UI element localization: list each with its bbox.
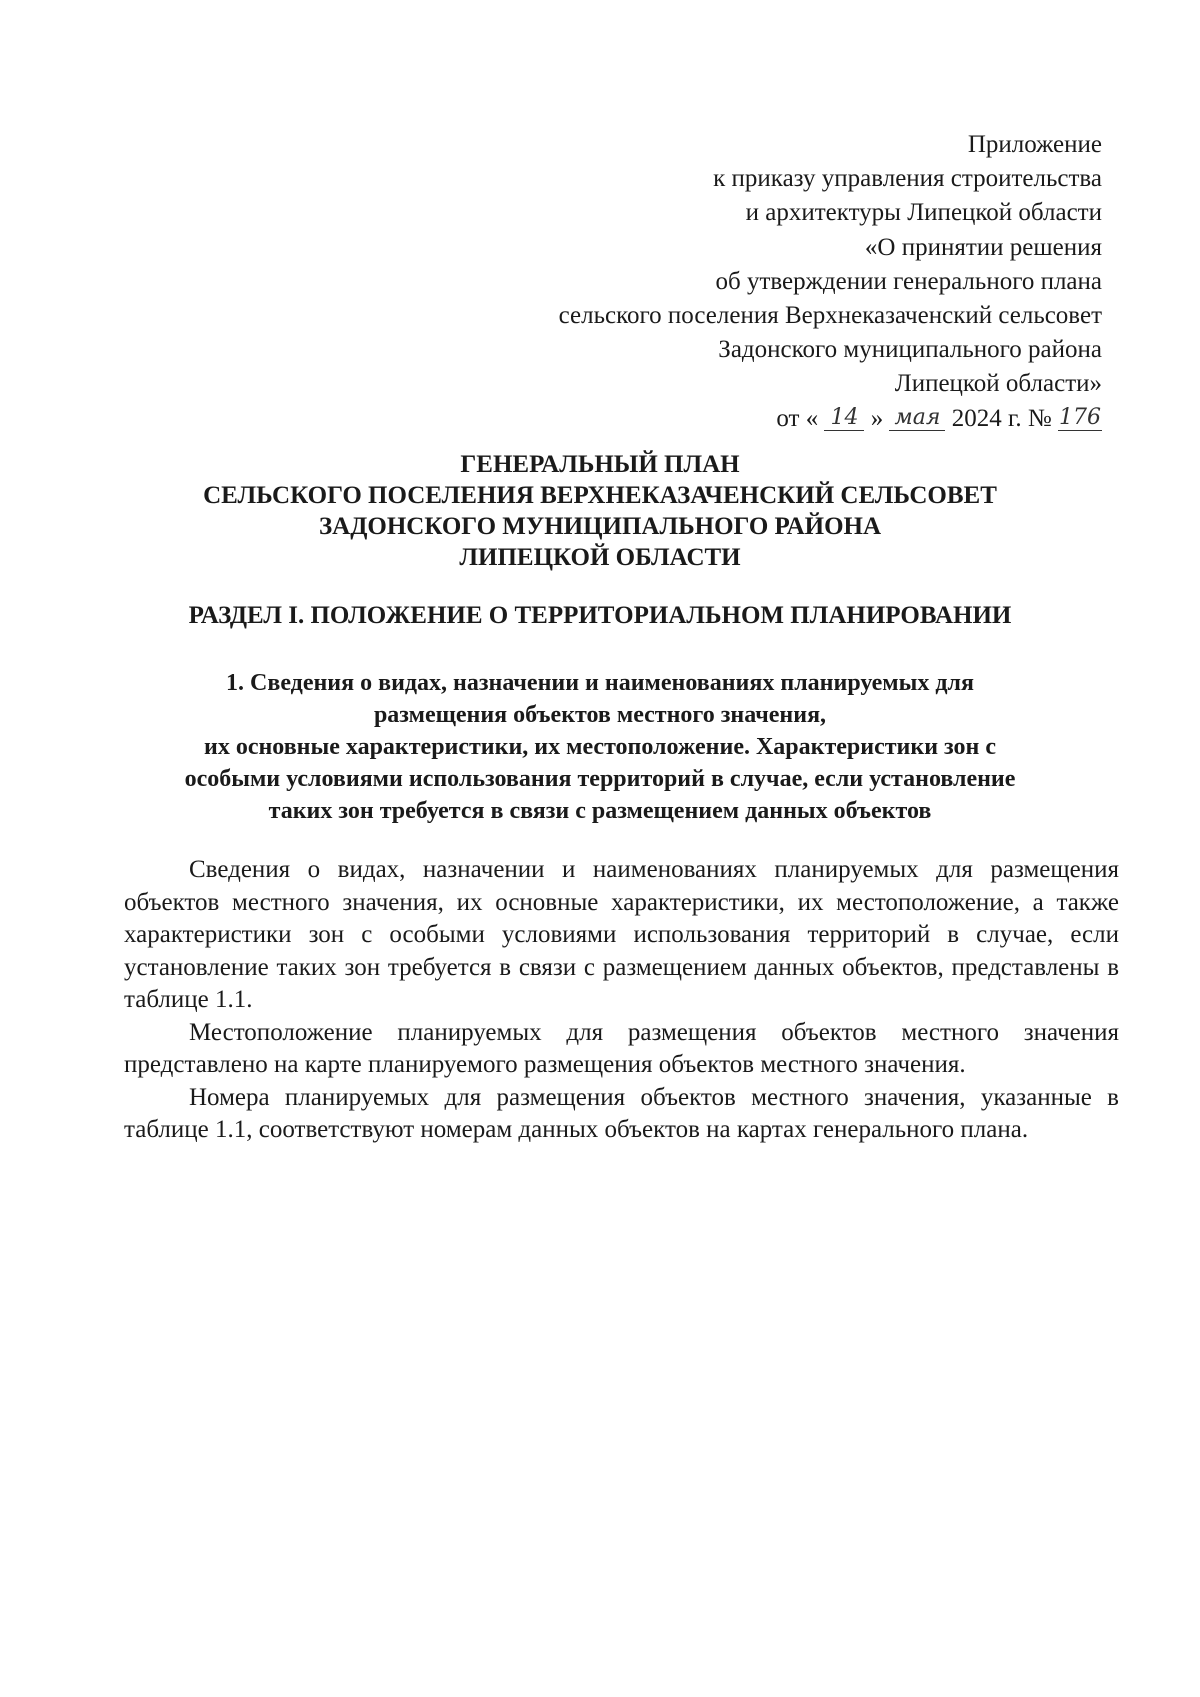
- date-prefix: от «: [776, 404, 819, 432]
- appendix-header: [382, 128, 1102, 436]
- title-line: ЛИПЕЦКОЙ ОБЛАСТИ: [459, 544, 741, 571]
- appendix-line: Липецкой области»: [894, 370, 1102, 398]
- subsection-line: особыми условиями использования территорий в случае, если установление: [184, 766, 1016, 792]
- date-mid: »: [870, 404, 884, 432]
- subsection-line: их основные характеристики, их местоположение. Характеристики зон с: [204, 734, 996, 760]
- subsection-line: таких зон требуется в связи с размещением данных объектов: [268, 798, 932, 824]
- subsection-title: [120, 667, 1080, 827]
- appendix-line: Задонского муниципального района: [718, 336, 1102, 364]
- appendix-line: и архитектуры Липецкой области: [745, 199, 1102, 227]
- document-title: [120, 449, 1080, 573]
- order-date-line: [382, 402, 1102, 436]
- subsection-line: 1. Сведения о видах, назначении и наименованиях планируемых для: [226, 670, 974, 696]
- subsection-line: размещения объектов местного значения,: [373, 702, 827, 728]
- handwritten-order-number: 176: [1059, 404, 1101, 430]
- appendix-line: «О принятии решения: [864, 233, 1102, 261]
- title-line: СЕЛЬСКОГО ПОСЕЛЕНИЯ ВЕРХНЕКАЗАЧЕНСКИЙ СЕЛЬСОВЕТ: [203, 482, 997, 509]
- handwritten-month: мая: [889, 406, 945, 431]
- appendix-line: сельского поселения Верхнеказаченский сельсовет: [558, 302, 1102, 330]
- title-line: ГЕНЕРАЛЬНЫЙ ПЛАН: [460, 451, 740, 478]
- appendix-line: к приказу управления строительства: [713, 165, 1102, 193]
- paragraph: Сведения о видах, назначении и наименованиях планируемых для размещения объектов местного значения, их основные характеристики, их местоположение, а также характеристики зон с особыми условиями использования территорий в случае, если установление таких зон требуется в связи с размещением данных объектов, представлены в таблице 1.1.: [124, 856, 1119, 1013]
- paragraph: Местоположение планируемых для размещения объектов местного значения представлено на карте планируемого размещения объектов местного значения.: [124, 1018, 1119, 1078]
- handwritten-day: 14: [824, 406, 864, 431]
- appendix-line: об утверждении генерального плана: [715, 267, 1102, 295]
- body-text: [124, 854, 1119, 1147]
- title-line: ЗАДОНСКОГО МУНИЦИПАЛЬНОГО РАЙОНА: [318, 513, 882, 540]
- appendix-line: Приложение: [967, 131, 1102, 158]
- section-title: РАЗДЕЛ I. ПОЛОЖЕНИЕ О ТЕРРИТОРИАЛЬНОМ ПЛАНИРОВАНИИ: [188, 602, 1012, 629]
- date-year: 2024 г. №: [951, 404, 1052, 432]
- paragraph: Номера планируемых для размещения объектов местного значения, указанные в таблице 1.1, соответствуют номерам данных объектов на картах генерального плана.: [124, 1083, 1119, 1143]
